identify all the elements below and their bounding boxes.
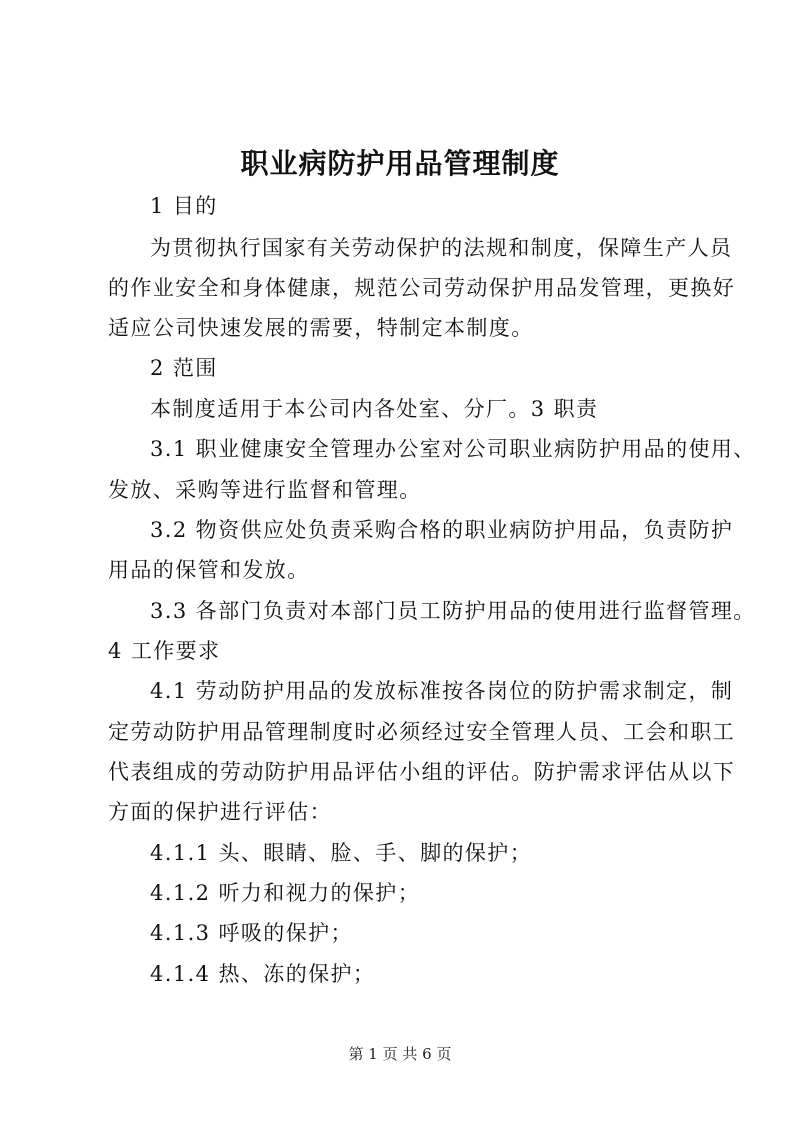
paragraph-line: 为贯彻执行国家有关劳动保护的法规和制度，保障生产人员 [150,236,733,260]
page-footer: 第 1 页 共 6 页 [348,1045,452,1063]
section-heading-scope: 2 范围 [150,356,218,380]
list-item: 4.1.3 呼吸的保护； [150,921,353,945]
paragraph-line: 代表组成的劳动防护用品评估小组的评估。防护需求评估从以下 [108,760,736,784]
paragraph-line: 适应公司快速发展的需要，特制定本制度。 [108,316,534,340]
list-item: 4.1.4 热、冻的保护； [150,962,376,986]
paragraph-line: 3.2 物资供应处负责采购合格的职业病防护用品，负责防护 [150,518,734,542]
paragraph-line: 本制度适用于本公司内各处室、分厂。3 职责 [150,397,599,421]
paragraph-line: 用品的保管和发放。 [108,558,310,582]
document-title: 职业病防护用品管理制度 [240,147,560,180]
list-item: 4.1.2 听力和视力的保护； [150,881,421,905]
paragraph-line: 4.1 劳动防护用品的发放标准按各岗位的防护需求制定，制 [150,679,734,703]
paragraph-line: 发放、采购等进行监督和管理。 [108,478,422,502]
paragraph-line: 定劳动防护用品管理制度时必须经过安全管理人员、工会和职工 [108,720,736,744]
paragraph-line: 3.3 各部门负责对本部门员工防护用品的使用进行监督管理。 [150,599,756,623]
list-item: 4.1.1 头、眼睛、脸、手、脚的保护； [150,841,533,865]
paragraph-line: 的作业安全和身体健康，规范公司劳动保护用品发管理，更换好 [108,276,736,300]
section-heading-requirements: 4 工作要求 [108,639,221,663]
paragraph-line: 3.1 职业健康安全管理办公室对公司职业病防护用品的使用、 [150,437,756,461]
section-heading-purpose: 1 目的 [150,194,218,218]
paragraph-line: 方面的保护进行评估： [108,800,332,824]
